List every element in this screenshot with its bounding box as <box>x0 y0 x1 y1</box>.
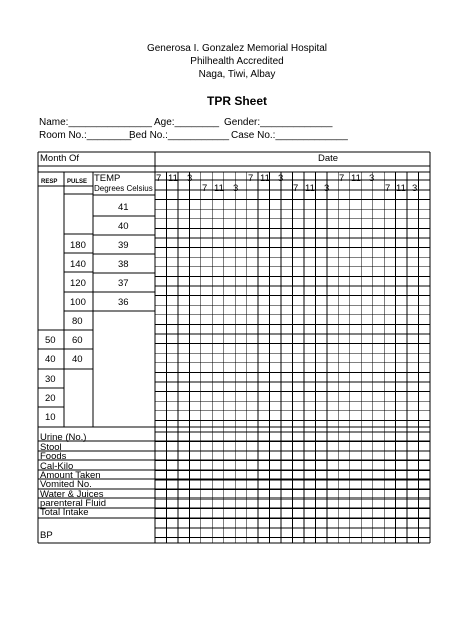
case-field[interactable]: Case No.:_____________ <box>231 130 348 141</box>
degrees-label: Degrees Celsius <box>94 184 153 193</box>
parenteral-fluid-label: parenteral Fluid <box>40 498 107 509</box>
stool-label: Stool <box>40 442 62 453</box>
date-label: Date <box>318 153 339 164</box>
temp-tick: 38 <box>118 259 129 270</box>
shift-11: 11 <box>214 183 224 194</box>
hospital-name: Generosa I. Gonzalez Memorial Hospital <box>146 43 328 54</box>
resp-label: RESP <box>41 179 58 185</box>
shift-11: 11 <box>168 173 178 184</box>
shift-7: 7 <box>202 183 208 194</box>
temp-tick: 40 <box>118 221 129 232</box>
shift-11: 11 <box>260 173 270 184</box>
age-field[interactable]: Age:________ <box>154 117 220 128</box>
name-field[interactable]: Name:_______________ <box>39 117 152 128</box>
shift-3: 3 <box>278 173 284 184</box>
temp-tick: 37 <box>118 278 129 289</box>
shift-11: 11 <box>305 183 315 194</box>
resp-tick: 20 <box>45 393 56 404</box>
shift-3: 3 <box>187 173 193 184</box>
pulse-tick: 100 <box>70 297 86 308</box>
pulse-label: PULSE <box>67 179 88 185</box>
temp-label: TEMP <box>94 173 121 184</box>
pulse-tick: 140 <box>70 259 86 270</box>
resp-tick: 40 <box>45 354 56 365</box>
shift-3: 3 <box>324 183 330 194</box>
room-field[interactable]: Room No.:________ <box>39 130 132 141</box>
resp-tick: 50 <box>45 335 56 346</box>
temp-tick: 36 <box>118 297 129 308</box>
cal-kilo-label: Cal-Kilo <box>40 461 74 472</box>
shift-7: 7 <box>385 183 391 194</box>
shift-3: 3 <box>233 183 239 194</box>
amount-taken-label: Amount Taken <box>40 470 101 481</box>
bed-field[interactable]: Bed No.:___________ <box>129 130 230 141</box>
pulse-tick: 120 <box>70 278 86 289</box>
address: Naga, Tiwi, Albay <box>198 69 276 80</box>
resp-tick: 30 <box>45 374 56 385</box>
pulse-tick: 40 <box>72 354 83 365</box>
shift-7: 7 <box>248 173 254 184</box>
temp-tick: 39 <box>118 240 129 251</box>
shift-7: 7 <box>293 183 299 194</box>
shift-7: 7 <box>156 173 162 184</box>
resp-tick: 10 <box>45 412 56 423</box>
pulse-tick: 80 <box>72 316 83 327</box>
page-title: TPR Sheet <box>206 94 267 108</box>
shift-11: 11 <box>351 173 361 184</box>
total-intake-label: Total Intake <box>40 507 89 518</box>
gender-field[interactable]: Gender:_____________ <box>224 117 333 128</box>
shift-7: 7 <box>339 173 345 184</box>
water-juices-label: Water & Juices <box>40 489 104 500</box>
vomited-label: Vomited No. <box>40 479 92 490</box>
month-of-label: Month Of <box>40 153 80 164</box>
temp-tick: 41 <box>118 202 129 213</box>
shift-11: 11 <box>396 183 406 194</box>
bp-label: BP <box>40 530 53 541</box>
pulse-tick: 180 <box>70 240 86 251</box>
shift-3: 3 <box>369 173 375 184</box>
pulse-tick: 60 <box>72 335 83 346</box>
shift-3: 3 <box>412 183 418 194</box>
urine-label: Urine (No.) <box>40 432 87 443</box>
accreditation: Philhealth Accredited <box>190 56 284 67</box>
foods-label: Foods <box>40 451 67 462</box>
